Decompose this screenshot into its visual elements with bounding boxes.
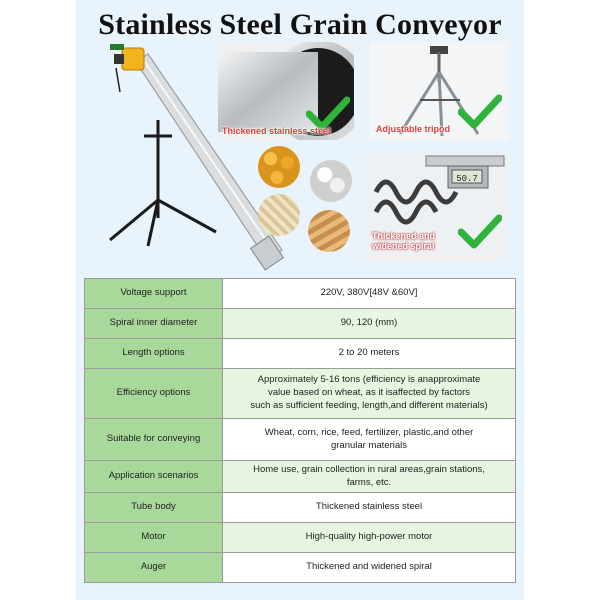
spiral-label-line: Thickened and <box>372 231 436 241</box>
tube-detail-panel <box>218 42 354 140</box>
table-row <box>85 523 516 553</box>
table-row <box>85 419 516 461</box>
checkmark-icon <box>458 94 502 130</box>
table-row <box>85 553 516 583</box>
table-row <box>85 461 516 493</box>
spec-value-line: High-quality high-power motor <box>305 531 433 543</box>
spec-value <box>223 339 516 369</box>
spiral-label <box>372 232 435 252</box>
spec-key: Voltage support <box>85 279 223 309</box>
spec-value-line: 90, 120 (mm) <box>340 317 398 329</box>
tube-label: Thickened stainless steel <box>222 126 331 136</box>
tripod-detail-panel <box>370 42 508 140</box>
spec-value-line: Thickened stainless steel <box>315 501 423 513</box>
corn-sample <box>258 146 300 188</box>
spec-key: Auger <box>85 553 223 583</box>
fertilizer-sample <box>310 160 352 202</box>
caliper-reading: 50.7 <box>456 174 478 184</box>
table-row <box>85 493 516 523</box>
page-title: Stainless Steel Grain Conveyor <box>98 8 502 41</box>
spec-key: Length options <box>85 339 223 369</box>
spec-value <box>223 493 516 523</box>
spec-value-line: 220V, 380V[48V &60V] <box>320 287 418 299</box>
spec-value-line: farms, etc. <box>346 476 392 488</box>
feed-sample <box>308 210 350 252</box>
spec-key: Suitable for conveying <box>85 419 223 461</box>
table-row <box>85 339 516 369</box>
tripod-label: Adjustable tripod <box>376 124 450 134</box>
spec-table <box>84 278 516 583</box>
spec-value <box>223 419 516 461</box>
table-row <box>85 369 516 419</box>
spec-key: Motor <box>85 523 223 553</box>
spec-key: Application scenarios <box>85 461 223 493</box>
spec-key: Spiral inner diameter <box>85 309 223 339</box>
spec-value-line: Approximately 5-16 tons (efficiency is anapproximate <box>257 374 481 386</box>
spec-key: Tube body <box>85 493 223 523</box>
spec-value-line: value based on wheat, as it isaffected by factors <box>267 387 471 399</box>
rice-sample <box>258 194 300 236</box>
spec-value-line: Home use, grain collection in rural areas,grain stations, <box>253 463 485 475</box>
spec-value <box>223 553 516 583</box>
spec-value-line: 2 to 20 meters <box>338 347 400 359</box>
spec-value <box>223 523 516 553</box>
spec-value <box>223 279 516 309</box>
spec-value <box>223 369 516 419</box>
spec-value-line: Thickened and widened spiral <box>306 561 432 573</box>
spec-value <box>223 461 516 493</box>
spiral-detail-panel <box>366 152 508 262</box>
spec-value-line: granular materials <box>330 439 408 451</box>
spec-value-line: Wheat, corn, rice, feed, fertilizer, plastic,and other <box>264 426 474 438</box>
table-row <box>85 279 516 309</box>
spec-value-line: such as sufficient feeding, length,and different materials) <box>250 399 488 411</box>
spiral-label-line: widened spiral <box>372 240 435 251</box>
checkmark-icon <box>458 214 502 250</box>
spec-value <box>223 309 516 339</box>
spec-key: Efficiency options <box>85 369 223 419</box>
table-row <box>85 309 516 339</box>
